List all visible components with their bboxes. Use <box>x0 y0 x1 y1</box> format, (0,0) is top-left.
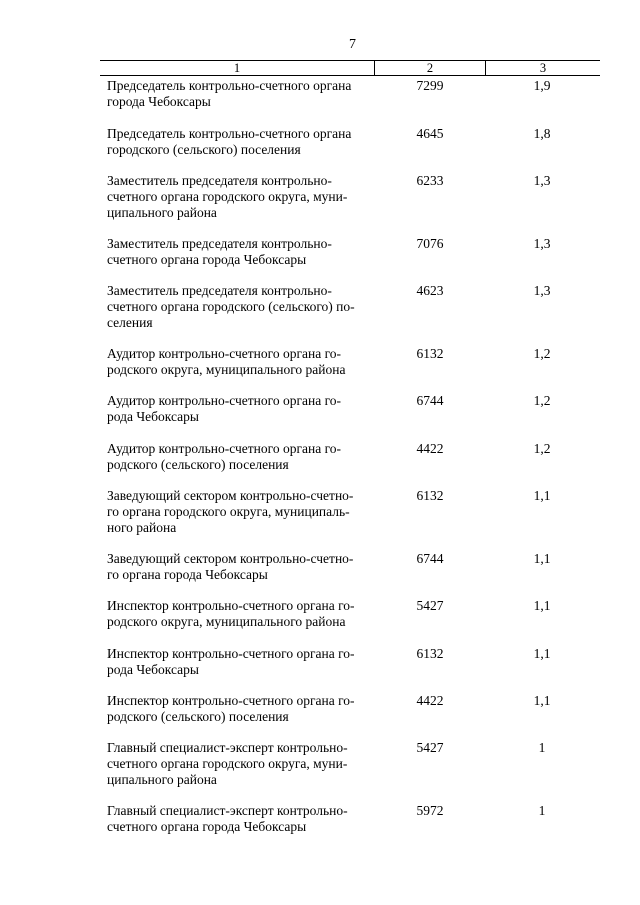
position-name-line: Председатель контрольно-счетного органа <box>107 78 352 93</box>
page-number: 7 <box>349 37 356 52</box>
position-name-line: Инспектор контрольно-счетного органа го- <box>107 646 355 661</box>
position-name <box>107 803 369 835</box>
salary-amount: 6744 <box>416 551 444 566</box>
coefficient: 1,2 <box>533 346 551 361</box>
position-name <box>107 693 369 725</box>
position-name-line: родского (сельского) поселения <box>107 709 289 724</box>
salary-amount: 6132 <box>416 488 444 503</box>
position-name-line: селения <box>107 315 153 330</box>
coefficient: 1,1 <box>533 646 551 661</box>
position-name-line: Инспектор контрольно-счетного органа го- <box>107 598 355 613</box>
position-name-line: Заместитель председателя контрольно- <box>107 283 332 298</box>
position-name-line: счетного органа городского округа, муни- <box>107 189 348 204</box>
position-name-line: города Чебоксары <box>107 94 211 109</box>
header-col-3: 3 <box>539 61 547 75</box>
coefficient: 1,1 <box>533 488 551 503</box>
position-name-line: Заместитель председателя контрольно- <box>107 236 332 251</box>
table-header <box>100 60 600 76</box>
coefficient: 1 <box>538 740 546 755</box>
position-name-line: Главный специалист-эксперт контрольно- <box>107 803 348 818</box>
position-name-line: Заведующий сектором контрольно-счетно- <box>107 488 354 503</box>
coefficient: 1,1 <box>533 693 551 708</box>
coefficient: 1,9 <box>533 78 551 93</box>
position-name <box>107 283 369 331</box>
salary-amount: 6744 <box>416 393 444 408</box>
position-name-line: рода Чебоксары <box>107 662 199 677</box>
salary-amount: 7299 <box>416 78 444 93</box>
position-name-line: родского (сельского) поселения <box>107 457 289 472</box>
position-name-line: Председатель контрольно-счетного органа <box>107 126 352 141</box>
position-name-line: родского округа, муниципального района <box>107 614 346 629</box>
salary-amount: 4422 <box>416 693 444 708</box>
position-name <box>107 598 369 630</box>
salary-amount: 5972 <box>416 803 444 818</box>
position-name-line: счетного органа городского округа, муни- <box>107 756 348 771</box>
position-name-line: го органа городского округа, муниципаль- <box>107 504 350 519</box>
position-name-line: го органа города Чебоксары <box>107 567 268 582</box>
position-name-line: Аудитор контрольно-счетного органа го- <box>107 346 342 361</box>
position-name <box>107 78 369 110</box>
coefficient: 1,2 <box>533 441 551 456</box>
coefficient: 1,8 <box>533 126 551 141</box>
salary-amount: 5427 <box>416 598 444 613</box>
position-name-line: Заместитель председателя контрольно- <box>107 173 332 188</box>
position-name-line: ного района <box>107 520 177 535</box>
position-name-line: Главный специалист-эксперт контрольно- <box>107 740 348 755</box>
salary-amount: 6233 <box>416 173 444 188</box>
position-name-line: Аудитор контрольно-счетного органа го- <box>107 393 342 408</box>
position-name-line: городского (сельского) поселения <box>107 142 301 157</box>
position-name-line: Аудитор контрольно-счетного органа го- <box>107 441 342 456</box>
position-name-line: счетного органа города Чебоксары <box>107 819 307 834</box>
position-name-line: рода Чебоксары <box>107 409 199 424</box>
position-name-line: Заведующий сектором контрольно-счетно- <box>107 551 354 566</box>
coefficient: 1,1 <box>533 598 551 613</box>
position-name-line: Инспектор контрольно-счетного органа го- <box>107 693 355 708</box>
salary-amount: 7076 <box>416 236 444 251</box>
position-name <box>107 441 369 473</box>
salary-amount: 5427 <box>416 740 444 755</box>
coefficient: 1 <box>538 803 546 818</box>
salary-amount: 4645 <box>416 126 444 141</box>
coefficient: 1,1 <box>533 551 551 566</box>
coefficient: 1,3 <box>533 283 551 298</box>
position-name-line: родского округа, муниципального района <box>107 362 346 377</box>
position-name <box>107 346 369 378</box>
salary-amount: 4422 <box>416 441 444 456</box>
position-name <box>107 551 369 583</box>
salary-amount: 6132 <box>416 646 444 661</box>
position-name <box>107 740 369 788</box>
salary-amount: 4623 <box>416 283 444 298</box>
header-bottom-rule <box>100 75 600 76</box>
position-name-line: ципального района <box>107 772 217 787</box>
position-name <box>107 173 369 221</box>
position-name <box>107 126 369 158</box>
coefficient: 1,2 <box>533 393 551 408</box>
coefficient: 1,3 <box>533 173 551 188</box>
position-name-line: счетного органа города Чебоксары <box>107 252 307 267</box>
position-name <box>107 236 369 268</box>
position-name <box>107 488 369 536</box>
header-col-2: 2 <box>426 61 434 75</box>
position-name <box>107 393 369 425</box>
salary-amount: 6132 <box>416 346 444 361</box>
position-name-line: счетного органа городского (сельского) по- <box>107 299 355 314</box>
header-col-1: 1 <box>233 61 241 75</box>
position-name <box>107 646 369 678</box>
coefficient: 1,3 <box>533 236 551 251</box>
position-name-line: ципального района <box>107 205 217 220</box>
